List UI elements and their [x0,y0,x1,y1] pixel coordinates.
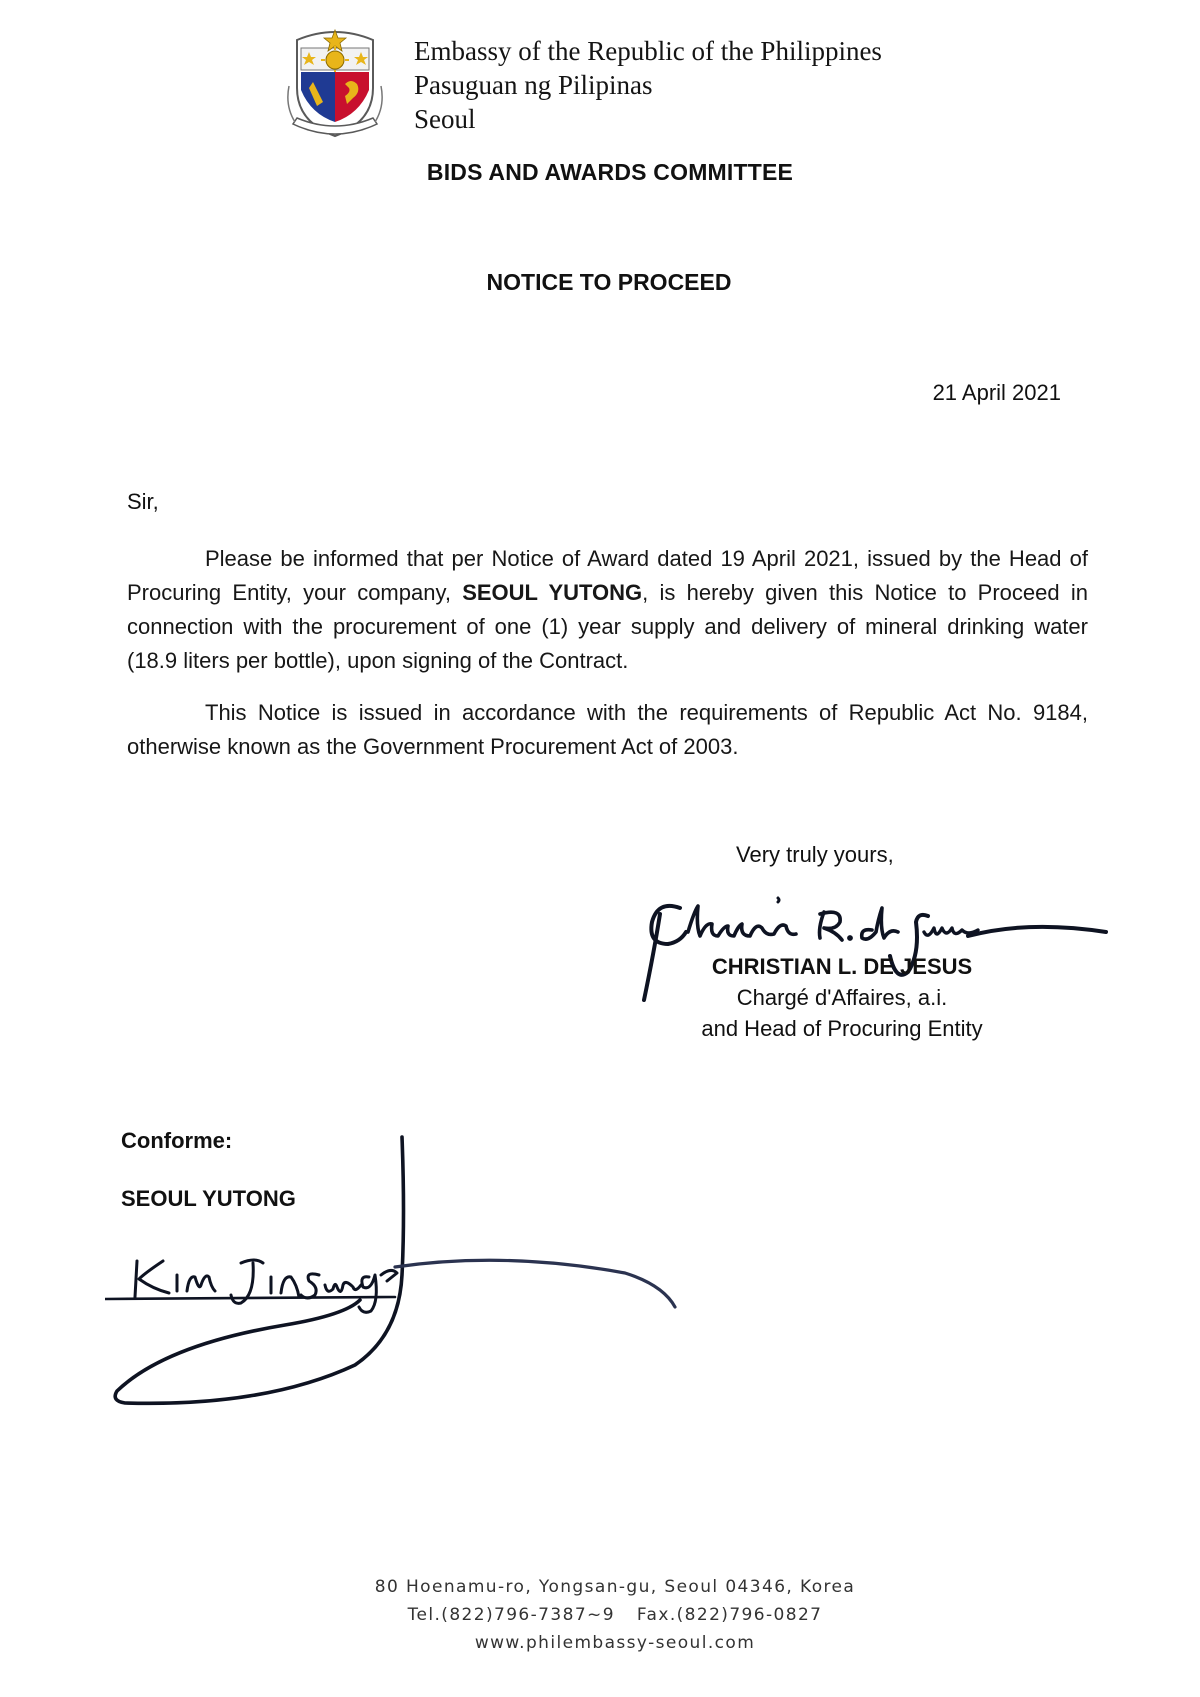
footer-website: www.philembassy-seoul.com [474,1633,756,1653]
embassy-name: Embassy of the Republic of the Philippines [414,36,882,66]
conforme-signature-icon [105,1125,705,1415]
closing: Very truly yours, [736,842,894,867]
company-name: SEOUL YUTONG [462,580,643,605]
footer-address: 80 Hoenamu-ro, Yongsan-gu, Seoul 04346, Korea [374,1577,856,1597]
conforme-company: SEOUL YUTONG [121,1186,296,1211]
footer-contact [15,1601,1200,1629]
signatory-block [632,951,1052,1044]
embassy-city: Seoul [414,104,476,134]
philippine-seal-icon [287,26,383,140]
embassy-name-filipino: Pasuguan ng Pilipinas [414,70,653,100]
footer-fax: Fax.(822)796-0827 [636,1605,823,1625]
committee-heading: BIDS AND AWARDS COMMITTEE [426,159,794,185]
signatory-name: CHRISTIAN L. DE JESUS [711,954,973,979]
letter-date: 21 April 2021 [932,380,1061,405]
footer [0,1573,1200,1657]
signatory-role: and Head of Procuring Entity [701,1016,983,1041]
salutation: Sir, [127,489,159,514]
paragraph-award: Please be informed that per Notice of Award dated 19 April 2021, issued by the Head of Procuring Entity, your company, SEOUL YUTONG, is hereby given this Notice to Proceed in connection with the procurement of one (1) year supply and delivery of mineral drinking water (18.9 liters per bottle), upon signing of the Contract. [127,546,1088,673]
signatory-title: Chargé d'Affaires, a.i. [736,985,948,1010]
letterhead [414,34,882,136]
conforme-label: Conforme: [121,1128,233,1153]
paragraph-legal-basis: This Notice is issued in accordance with the requirements of Republic Act No. 9184, otherwise known as the Government Procurement Act of 2003. [127,700,1088,759]
footer-tel: Tel.(822)796-7387~9 [407,1605,615,1625]
notice-title: NOTICE TO PROCEED [486,269,732,295]
